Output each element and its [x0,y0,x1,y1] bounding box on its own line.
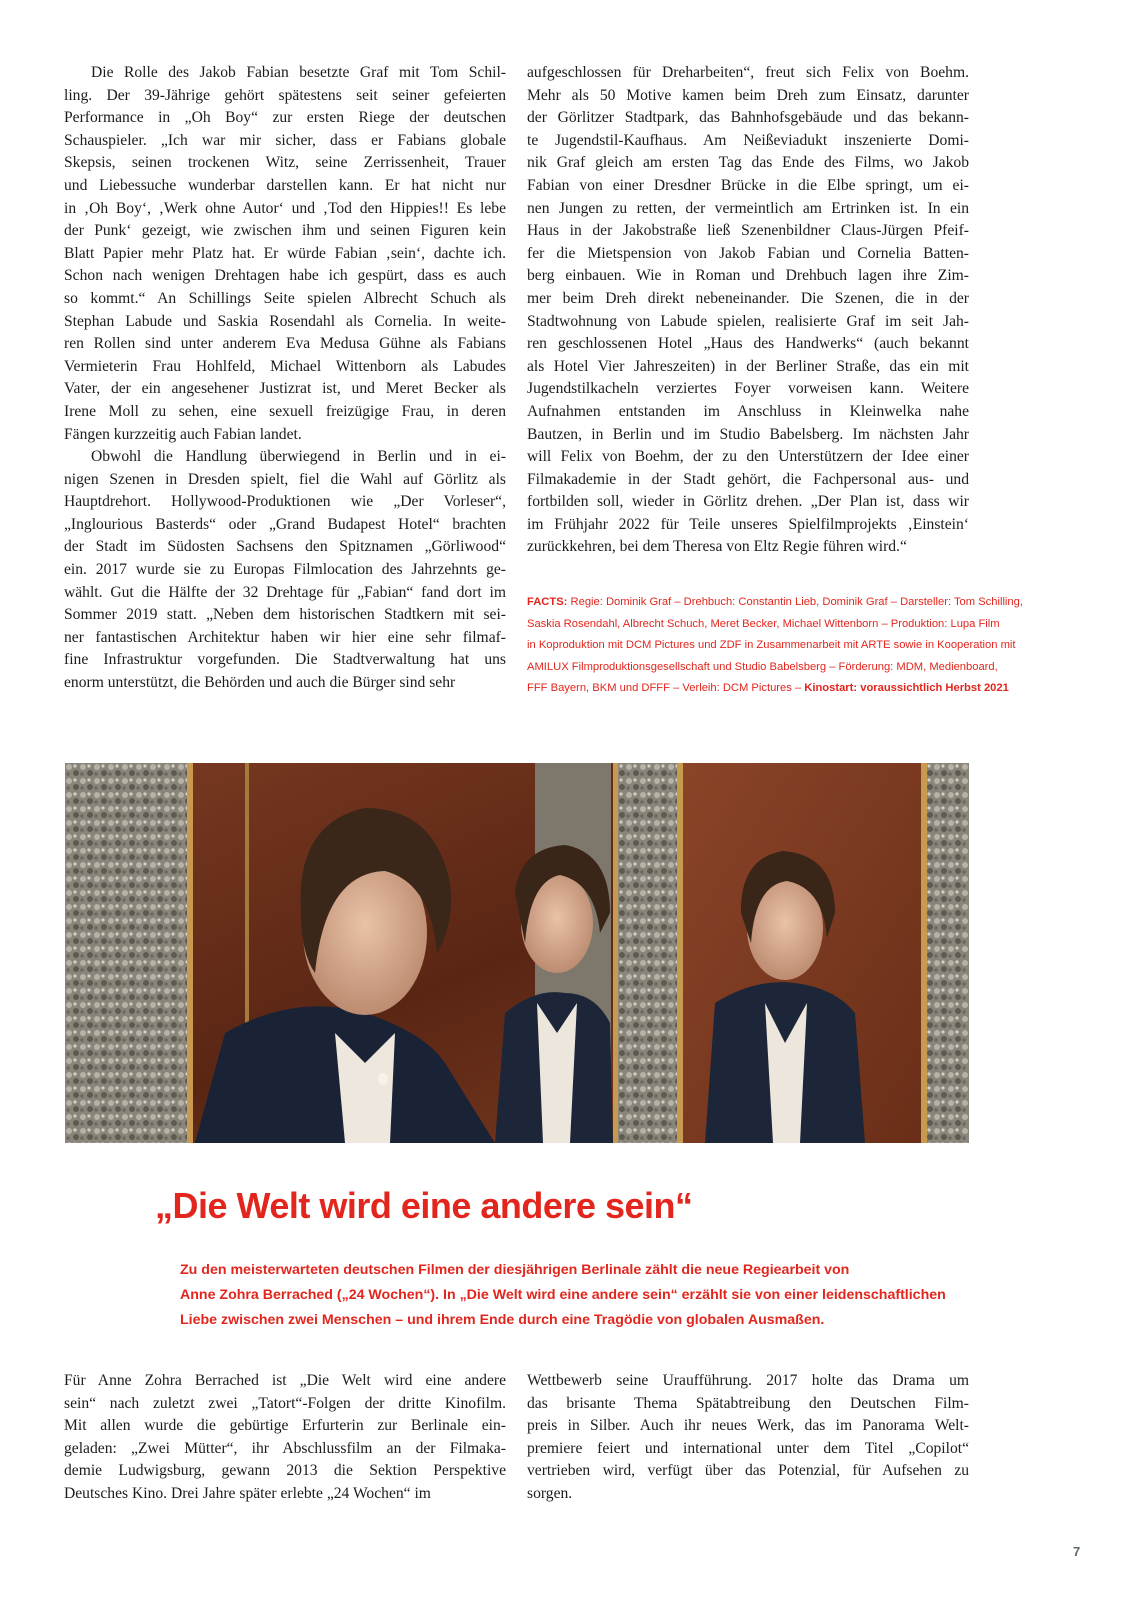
paragraph [527,1370,969,1506]
article-two-right-column [527,1370,969,1506]
text-line: so kommt.“ An Schillings Seite spielen Albrecht Schuch als [64,289,506,307]
photo-illustration [65,763,969,1143]
facts-line: FFF Bayern, BKM und DFFF – Verleih: DCM Pictures – Kinostart: voraussichtlich Herbst 2021 [527,682,1009,695]
film-still-photo [65,763,969,1143]
text-line: sorgen. [527,1484,573,1502]
page-number: 7 [1073,1544,1081,1559]
text-line: der Stadt im Südosten Sachsens den Spitznamen „Görliwood“ [64,538,506,556]
text-line: Mehr als 50 Motive kamen beim Dreh zum Einsatz, darunter [527,86,969,104]
text-line: Jugendstilkacheln verziertes Foyer vorweisen kann. Weitere [527,380,969,398]
text-line: Performance in „Oh Boy“ zur ersten Riege der deutschen [64,109,506,127]
text-line: als Hotel Vier Jahreszeiten) in der Berliner Straße, das ein mit [527,357,969,375]
text-line: fortbilden soll, wieder in Görlitz drehen. „Der Plan ist, dass wir [527,493,969,511]
text-line: nigen Szenen in Dresden spielt, fiel die Wahl auf Görlitz als [64,470,506,488]
facts-box [527,592,1067,700]
text-line: Blatt Papier mehr Platz hat. Er würde Fabian ‚sein‘, dachte ich. [64,244,506,262]
text-line: Sommer 2019 statt. „Neben dem historischen Stadtkern mit sei- [64,606,506,624]
text-line: Irene Moll zu sehen, eine sexuell freizügige Frau, in deren [64,402,506,420]
lead-line: Liebe zwischen zwei Menschen – und ihrem Ende durch eine Tragödie von globalen Ausmaßen. [180,1312,825,1328]
text-line: Skepsis, seinen trockenen Witz, seine Zerrissenheit, Trauer [64,154,506,172]
text-line: vertrieben wird, verfügt über das Potenzial, für Aufsehen zu [527,1462,969,1480]
article-two-left-column [64,1370,506,1506]
text-line: ling. Der 39-Jährige gehört spätestens seit seiner gefeierten [64,86,506,104]
text-line: der Görlitzer Stadtpark, das Bahnhofsgebäude und das bekann- [527,109,969,127]
article-headline: „Die Welt wird eine andere sein“ [155,1185,693,1226]
text-line: Bautzen, in Berlin und im Studio Babelsberg. Im nächsten Jahr [527,425,969,443]
text-line: Filmakademie in der Stadt gehört, die Fachpersonal aus- und [527,470,969,488]
text-line: Schon nach wenigen Drehtagen habe ich gespürt, dass es auch [64,267,506,285]
text-line: Vermieterin Frau Hohlfeld, Michael Wittenborn als Labudes [64,357,506,375]
text-line: Stadtwohnung von Labude spielen, realisierte Graf im seit Jah- [527,312,969,330]
facts-label: FACTS: [527,596,568,608]
text-line: Vater, der ein angesehener Justizrat ist, und Meret Becker als [64,380,506,398]
text-line: Die Rolle des Jakob Fabian besetzte Graf mit Tom Schil- [91,64,506,81]
text-line: „Inglourious Basterds“ oder „Grand Budapest Hotel“ brachten [64,515,506,533]
text-line: ner fantastischen Architektur haben wir hier eine sehr filmaf- [64,628,506,646]
facts-line: AMILUX Filmproduktionsgesellschaft und Studio Babelsberg – Förderung: MDM, Medienboard, [527,660,998,673]
article-right-column [527,62,969,559]
text-line: mer beim Dreh direkt nebeneinander. Die Szenen, die in der [527,289,969,307]
text-line: im Frühjahr 2022 für Teile unseres Spielfilmprojekts ‚Einstein‘ [527,515,969,533]
text-line: ren Rollen sind unter anderem Eva Medusa Gühne als Fabians [64,335,506,353]
kinostart: Kinostart: voraussichtlich Herbst 2021 [804,682,1009,695]
text-line: nen Jungen zu retten, der vermeintlich am Ertrinken ist. In ein [527,199,969,217]
paragraph [527,62,969,559]
facts-line: Saskia Rosendahl, Albrecht Schuch, Meret Becker, Michael Wittenborn – Produktion: Lupa Film [527,617,1000,630]
text-line: Fängen kurzzeitig auch Fabian landet. [64,425,302,443]
text-line: Wettbewerb seine Uraufführung. 2017 holte das Drama um [527,1372,969,1389]
text-line: ren geschlossenen Hotel „Haus des Handwerks“ (auch bekannt [527,335,969,353]
paragraph [64,1370,506,1506]
text-line: te Jugendstil-Kaufhaus. Am Neißeviadukt inszenierte Domi- [527,131,969,149]
text-line: fer die Mietspension von Jakob Fabian und Cornelia Batten- [527,244,969,262]
text-line: enorm unterstützt, die Behörden und auch die Bürger sind sehr [64,674,456,692]
text-line: Hauptdrehort. Hollywood-Produktionen wie „Der Vorleser“, [64,493,506,511]
lead-line: Zu den meisterwarteten deutschen Filmen der diesjährigen Berlinale zählt die neue Regiearbeit von [180,1262,850,1278]
text-line: ein. 2017 wurde sie zu Europas Filmlocation des Jahrzehnts ge- [64,561,506,579]
text-line: der Punk‘ gezeigt, wie zwischen ihm und seinen Figuren kein [64,222,506,240]
text-line: in ‚Oh Boy‘, ‚Werk ohne Autor‘ und ‚Tod den Hippies!! Es lebe [64,199,506,217]
text-line: geladen: „Zwei Mütter“, ihr Abschlussfilm an der Filmaka- [64,1439,506,1457]
paragraph [64,62,506,446]
text-line: Deutsches Kino. Drei Jahre später erlebte „24 Wochen“ im [64,1484,431,1502]
text-line: Mit allen wurde die gebürtige Erfurterin zur Berlinale ein- [64,1417,506,1435]
text-line: das brisante Thema Spätabtreibung den Deutschen Film- [527,1394,969,1412]
text-line: aufgeschlossen für Dreharbeiten“, freut sich Felix von Boehm. [527,64,969,81]
text-line: demie Ludwigsburg, gewann 2013 die Sektion Perspektive [64,1462,506,1480]
text-line: berg einbauen. Wie in Roman und Drehbuch lagen ihre Zim- [527,267,969,285]
text-line: Fabian von einer Dresdner Brücke in die Elbe springt, um ei- [527,176,969,194]
facts-line: FACTS: Regie: Dominik Graf – Drehbuch: Constantin Lieb, Dominik Graf – Darsteller: Tom Schilling, [527,596,1023,608]
text-line: premiere feiert und international unter dem Titel „Copilot“ [527,1439,969,1457]
text-line: fine Infrastruktur vorgefunden. Die Stadtverwaltung hat uns [64,651,506,669]
text-line: Stephan Labude und Saskia Rosendahl als Cornelia. In weite- [64,312,506,330]
text-line: Schauspieler. „Ich war mir sicher, dass er Fabians globale [64,131,506,149]
text-line: Aufnahmen entstanden im Anschluss in Kleinwelka nahe [527,402,969,420]
text-line: zurückkehren, bei dem Theresa von Eltz Regie führen wird.“ [527,538,907,556]
article-lead [180,1258,1080,1333]
text-line: Haus in der Jakobstraße ließ Szenenbildner Claus-Jürgen Pfeif- [527,222,969,240]
text-line: Für Anne Zohra Berrached ist „Die Welt wird eine andere [64,1372,506,1389]
text-line: will Felix von Boehm, der zu den Unterstützern der Idee einer [527,448,969,466]
paragraph [64,446,506,695]
text-line: Obwohl die Handlung überwiegend in Berlin und in ei- [91,448,506,466]
text-line: wählt. Gut die Hälfte der 32 Drehtage für „Fabian“ fand dort im [64,583,506,601]
text-line: nik Graf gleich am ersten Tag das Ende des Films, wo Jakob [527,154,969,172]
text-line: und Liebessuche wunderbar darstellen kann. Er hat nicht nur [64,176,506,194]
lead-line: Anne Zohra Berrached („24 Wochen“). In „Die Welt wird eine andere sein“ erzählt sie von einer leidenschaftlichen [180,1287,946,1303]
facts-line: in Koproduktion mit DCM Pictures und ZDF in Zusammenarbeit mit ARTE sowie in Kooperation mit [527,639,1016,652]
article-left-column [64,62,506,695]
text-line: sein“ nach zuletzt zwei „Tatort“-Folgen der dritte Kinofilm. [64,1394,506,1412]
text-line: preis in Silber. Auch ihr neues Werk, das im Panorama Welt- [527,1417,969,1435]
